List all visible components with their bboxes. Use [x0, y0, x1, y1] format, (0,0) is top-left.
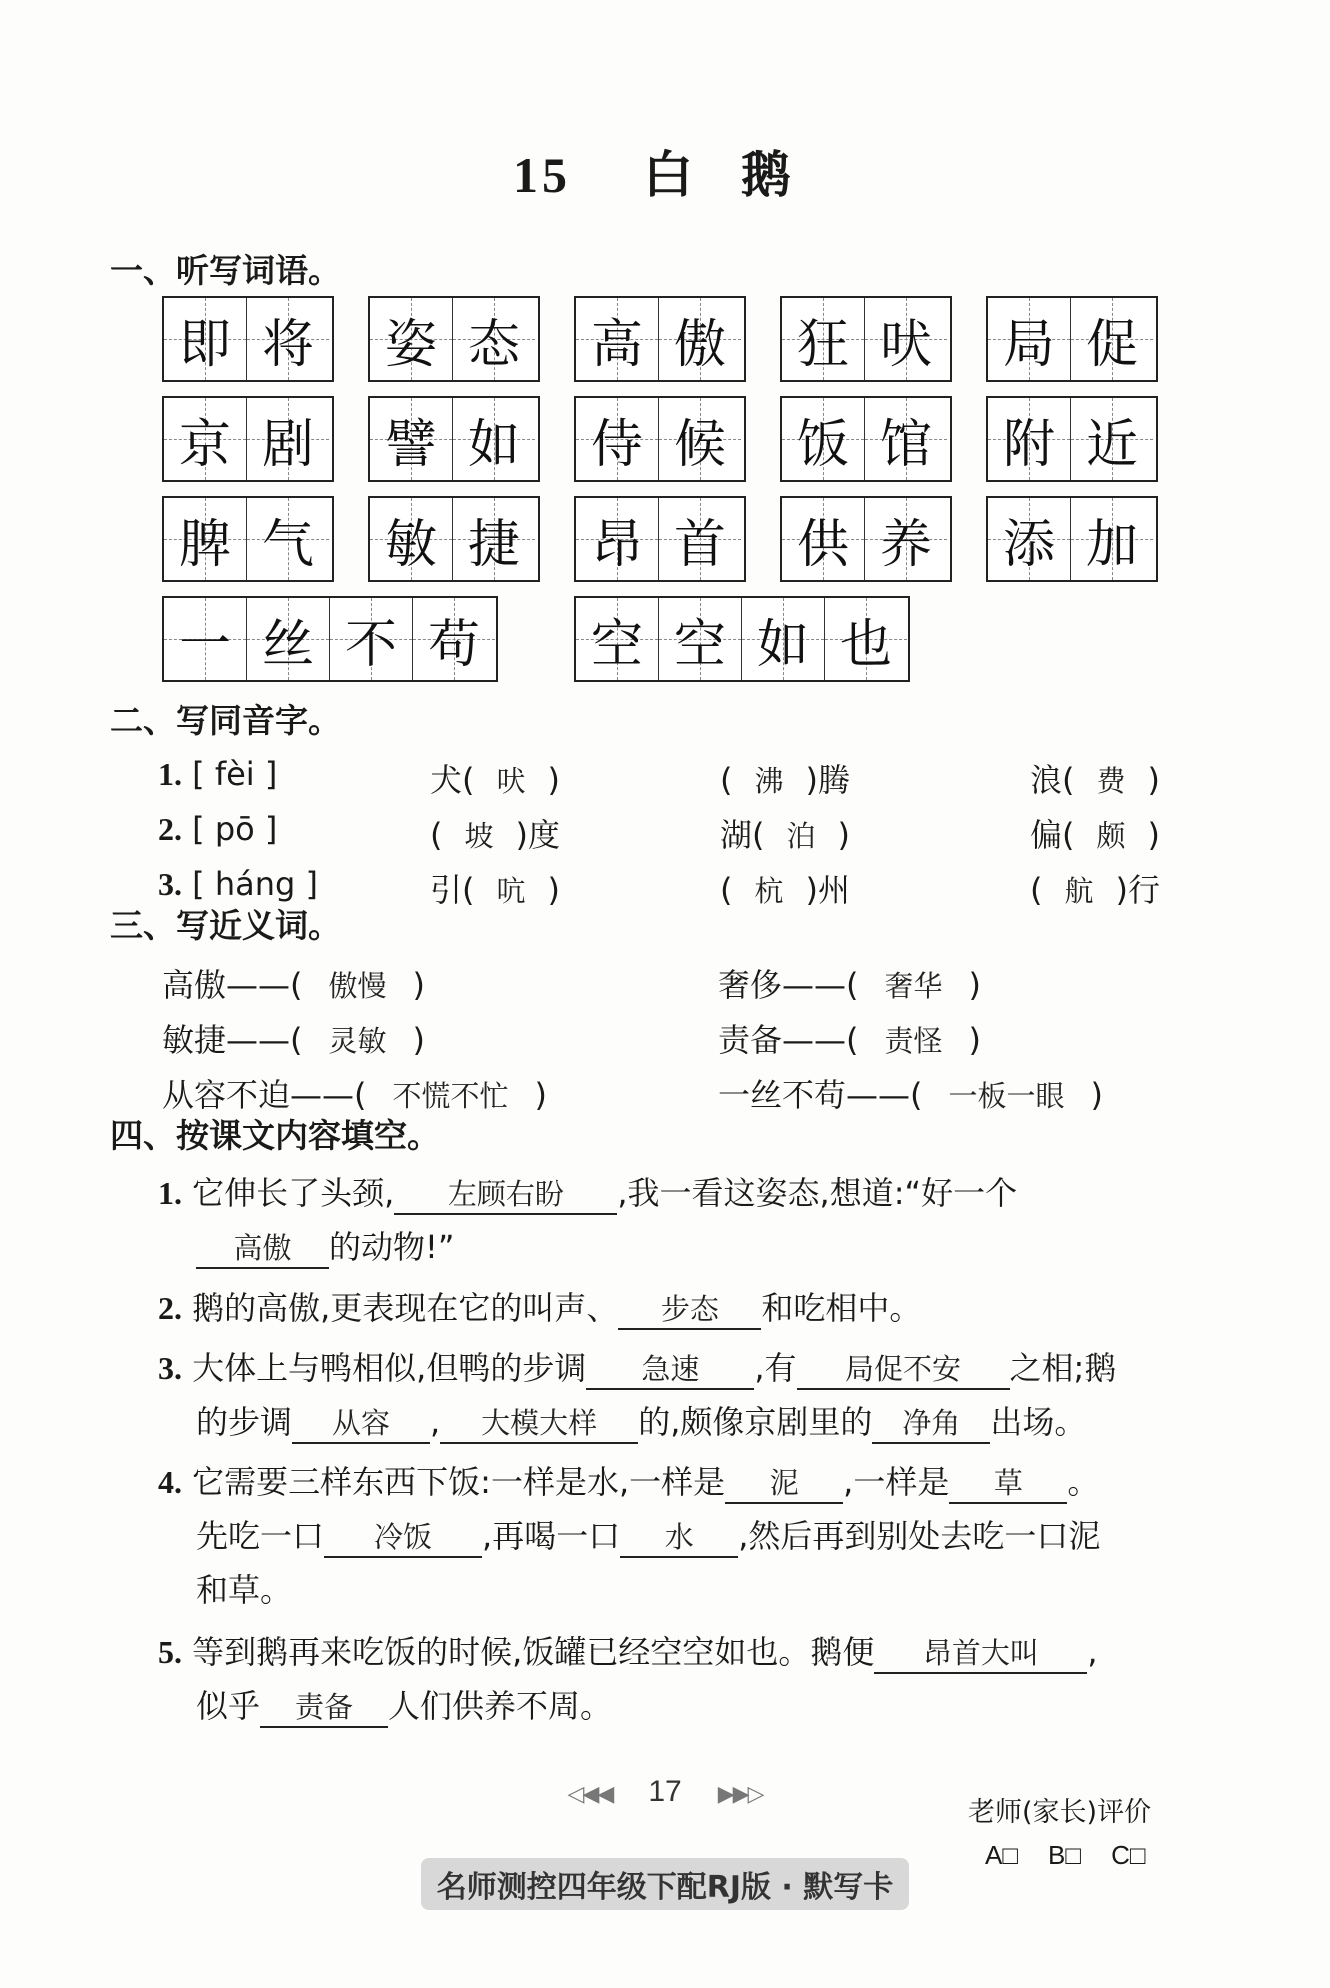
dictation-char: 昂 — [576, 498, 658, 580]
synonym-3-1: 从容不迫——( 不慌不忙 ) — [162, 1076, 547, 1114]
section-2-heading: 二、写同音字。 — [110, 701, 341, 740]
fill-q1-line2: 高傲 的动物!” — [196, 1222, 454, 1269]
dictation-box-1-4 — [780, 296, 952, 382]
synonym-3-2: 一丝不苟——( 一板一眼 ) — [718, 1076, 1103, 1114]
dictation-char: 加 — [1070, 498, 1153, 580]
dictation-char: 吠 — [864, 298, 947, 380]
dictation-box-4-1 — [162, 596, 498, 682]
next-arrows-icon: ▶▶▷ — [717, 1781, 763, 1806]
dictation-char: 高 — [576, 298, 658, 380]
fill-q4-line1: 4. 它需要三样东西下饭:一样是水,一样是 泥 ,一样是 草 。 — [158, 1457, 1099, 1504]
synonym-2-1: 敏捷——( 灵敏 ) — [162, 1021, 425, 1059]
fill-q3-answer4: 大模大样 — [440, 1401, 638, 1444]
fill-q5-answer1: 昂首大叫 — [874, 1631, 1087, 1674]
fill-q1-answer1: 左顾右盼 — [394, 1172, 617, 1215]
dictation-box-1-3 — [574, 296, 746, 382]
dictation-char: 不 — [329, 598, 412, 680]
dictation-char: 也 — [824, 598, 907, 680]
dictation-char: 捷 — [452, 498, 535, 580]
homophone-2-c: 偏( 颇 ) — [1030, 816, 1160, 854]
homophone-3-b: ( 杭 )州 — [720, 871, 850, 909]
page-title — [0, 135, 1330, 207]
dictation-char: 空 — [576, 598, 658, 680]
dictation-char: 傲 — [658, 298, 741, 380]
dictation-box-3-5 — [986, 496, 1158, 582]
dictation-box-3-2 — [368, 496, 540, 582]
brand-footer: 名师测控四年级下配RJ版 · 默写卡 — [0, 1858, 1330, 1910]
dictation-char: 即 — [164, 298, 246, 380]
fill-q4-line2: 先吃一口 冷饭 ,再喝一口 水 ,然后再到别处去吃一口泥 — [196, 1511, 1100, 1558]
dictation-char: 如 — [452, 398, 535, 480]
dictation-char: 京 — [164, 398, 246, 480]
section-3-heading: 三、写近义词。 — [110, 906, 341, 945]
lesson-number: 15 — [513, 147, 571, 203]
fill-q3-answer3: 从容 — [292, 1401, 430, 1444]
dictation-char: 局 — [988, 298, 1070, 380]
synonym-1-2: 奢侈——( 奢华 ) — [718, 966, 981, 1004]
dictation-char: 促 — [1070, 298, 1153, 380]
dictation-box-3-4 — [780, 496, 952, 582]
dictation-char: 首 — [658, 498, 741, 580]
fill-q2-answer1: 步态 — [618, 1287, 761, 1330]
dictation-box-2-3 — [574, 396, 746, 482]
homophone-2-a: ( 坡 )度 — [430, 816, 560, 854]
dictation-char: 姿 — [370, 298, 452, 380]
grade-c: C□ — [1111, 1840, 1146, 1870]
fill-q3-answer5: 净角 — [872, 1401, 990, 1444]
homophone-1-a: 犬( 吠 ) — [430, 761, 560, 799]
dictation-char: 丝 — [246, 598, 329, 680]
fill-q4-answer3: 冷饭 — [324, 1515, 482, 1558]
section-4-heading: 四、按课文内容填空。 — [110, 1116, 440, 1155]
dictation-box-2-2 — [368, 396, 540, 482]
dictation-box-2-5 — [986, 396, 1158, 482]
fill-q3-answer1: 急速 — [586, 1347, 754, 1390]
evaluation-label: 老师(家长)评价 — [968, 1797, 1152, 1828]
prev-arrows-icon: ◁◀◀ — [567, 1781, 613, 1806]
fill-q1-line1: 1. 它伸长了头颈, 左顾右盼 ,我一看这姿态,想道:“好一个 — [158, 1168, 1017, 1215]
dictation-char: 候 — [658, 398, 741, 480]
dictation-char: 如 — [741, 598, 824, 680]
homophone-1-c: 浪( 费 ) — [1030, 761, 1160, 799]
dictation-char: 苟 — [412, 598, 495, 680]
synonym-2-2: 责备——( 责怪 ) — [718, 1021, 981, 1059]
dictation-char: 气 — [246, 498, 329, 580]
section-1-heading: 一、听写词语。 — [110, 251, 341, 290]
title-char-1: 白 — [643, 145, 697, 204]
synonym-1-1: 高傲——( 傲慢 ) — [162, 966, 425, 1004]
dictation-box-1-5 — [986, 296, 1158, 382]
dictation-char: 态 — [452, 298, 535, 380]
fill-q3-answer2: 局促不安 — [797, 1347, 1010, 1390]
dictation-box-1-2 — [368, 296, 540, 382]
dictation-char: 饭 — [782, 398, 864, 480]
fill-q1-answer2: 高傲 — [196, 1226, 329, 1269]
fill-q3-line2: 的步调 从容 , 大模大样 的,颇像京剧里的 净角 出场。 — [196, 1397, 1086, 1444]
dictation-char: 侍 — [576, 398, 658, 480]
fill-q4-answer4: 水 — [620, 1515, 738, 1558]
homophone-pinyin-2: 2. [ pō ] — [158, 810, 278, 848]
homophone-pinyin-3: 3. [ háng ] — [158, 865, 318, 903]
grade-b: B□ — [1048, 1840, 1082, 1870]
dictation-char: 一 — [164, 598, 246, 680]
homophone-3-a: 引( 吭 ) — [430, 871, 560, 909]
fill-q4-answer1: 泥 — [725, 1461, 843, 1504]
fill-q4-answer2: 草 — [949, 1461, 1067, 1504]
dictation-box-3-1 — [162, 496, 334, 582]
fill-q5-answer2: 责备 — [260, 1685, 388, 1728]
dictation-char: 附 — [988, 398, 1070, 480]
fill-q5-line2: 似乎 责备 人们供养不周。 — [196, 1681, 612, 1728]
dictation-char: 供 — [782, 498, 864, 580]
homophone-pinyin-1: 1. [ fèi ] — [158, 755, 278, 793]
dictation-box-3-3 — [574, 496, 746, 582]
dictation-char: 添 — [988, 498, 1070, 580]
title-char-2: 鹅 — [741, 145, 795, 204]
dictation-box-2-1 — [162, 396, 334, 482]
fill-q2: 2. 鹅的高傲,更表现在它的叫声、 步态 和吃相中。 — [158, 1283, 921, 1330]
fill-q4-line3: 和草。 — [196, 1571, 293, 1609]
dictation-char: 养 — [864, 498, 947, 580]
dictation-char: 近 — [1070, 398, 1153, 480]
fill-q3-line1: 3. 大体上与鸭相似,但鸭的步调 急速 ,有 局促不安 之相;鹅 — [158, 1343, 1116, 1390]
dictation-char: 馆 — [864, 398, 947, 480]
dictation-char: 狂 — [782, 298, 864, 380]
dictation-char: 将 — [246, 298, 329, 380]
dictation-box-2-4 — [780, 396, 952, 482]
homophone-3-c: ( 航 )行 — [1030, 871, 1160, 909]
dictation-char: 空 — [658, 598, 741, 680]
dictation-char: 脾 — [164, 498, 246, 580]
dictation-char: 譬 — [370, 398, 452, 480]
dictation-box-1-1 — [162, 296, 334, 382]
homophone-2-b: 湖( 泊 ) — [720, 816, 850, 854]
dictation-box-4-2 — [574, 596, 910, 682]
fill-q5-line1: 5. 等到鹅再来吃饭的时候,饭罐已经空空如也。鹅便 昂首大叫 , — [158, 1627, 1098, 1674]
page-number: 17 — [648, 1775, 682, 1808]
grade-a: A□ — [985, 1840, 1019, 1870]
dictation-char: 敏 — [370, 498, 452, 580]
homophone-1-b: ( 沸 )腾 — [720, 761, 850, 799]
dictation-char: 剧 — [246, 398, 329, 480]
